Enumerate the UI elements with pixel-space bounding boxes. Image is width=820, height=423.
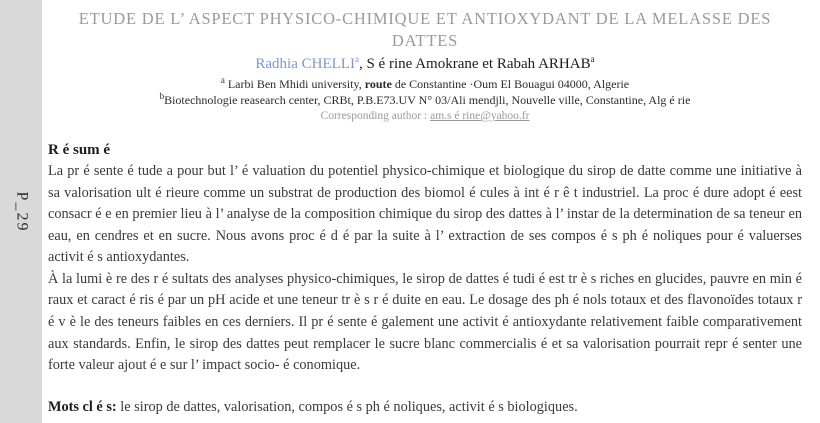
sidebar-strip	[0, 0, 42, 423]
affiliation-a-mark: a	[220, 74, 225, 85]
affiliation-b	[48, 92, 802, 108]
affiliation-a	[48, 76, 802, 92]
keywords-text: le sirop de dattes, valorisation, compos é s ph é noliques, activit é s biologiques.	[116, 398, 578, 415]
author-primary-affiliation-mark: a	[354, 53, 359, 64]
keywords-label: Mots cl é s:	[48, 398, 117, 415]
abstract-heading: R é sum é	[48, 141, 111, 158]
poster-id-label: P_29	[13, 191, 30, 232]
authors-line	[48, 53, 802, 73]
affiliation-a-text-2: de Constantine ·Oum El Bouagui 04000, Algerie	[391, 76, 630, 91]
authors-rest-affiliation-mark: a	[590, 53, 595, 64]
affiliation-b-text: Biotechnologie reasearch center, CRBt, P.B.E73.UV N° 03/Ali mendjli, Nouvelle ville, Constantine, Alg é rie	[164, 92, 691, 107]
corresponding-author-email-link[interactable]: am.s é rine@yahoo.fr	[430, 109, 530, 122]
affiliation-a-bold-word: route	[364, 76, 392, 91]
abstract-page	[42, 0, 820, 423]
keywords-line	[48, 399, 802, 416]
affiliation-a-text-1: Larbi Ben Mhidi university,	[224, 76, 365, 91]
authors-rest: , S é rine Amokrane et Rabah ARHAB	[358, 55, 591, 72]
corresponding-author-label: Corresponding author :	[320, 109, 431, 122]
corresponding-author-line	[48, 110, 802, 122]
paper-title: ETUDE DE L’ ASPECT PHYSICO-CHIMIQUE ET ANTIOXYDANT DE LA MELASSE DES DATTES	[78, 9, 772, 50]
author-name-primary: Radhia CHELLI	[255, 55, 355, 72]
abstract-paragraph-1: La pr é sente é tude a pour but l’ é valuation du potentiel physico-chimique et biologique du sirop de datte comme une initiative à sa valorisation ult é rieure comme un substrat de production des biomol é cules à int é r ê t industriel. La proc é dure adopt é eest consacr é e en premier lieu à l’ analyse de la composition chimique du sirop des dattes à l’ instar de la determination de sa teneur en eau, en cendres et en sucre. Nous avons proc é d é par la suite à l’ extraction de ses compos é s ph é noliques pour é valuerses activit é s antioxydantes.	[48, 162, 802, 266]
affiliation-b-mark: b	[159, 90, 165, 101]
abstract-paragraph-2: À la lumi è re des r é sultats des analyses physico-chimiques, le sirop de dattes é tudi é est tr è s riches en glucides, pauvre en min é raux et caract é ris é par un pH acide et une teneur tr è s r é duite en eau. Le dosage des ph é nols totaux et des flavonoïdes totaux r é v è le des teneurs faibles en ces derniers. Il pr é sente é galement une activit é antioxydante relativement faible comparativement aux standards. Enfin, le sirop des dattes peut remplacer le sucre blanc commercialis é et sa valorisation pourrait repr é senter une forte valeur ajout é e sur l’ impact socio- é conomique.	[48, 270, 802, 374]
